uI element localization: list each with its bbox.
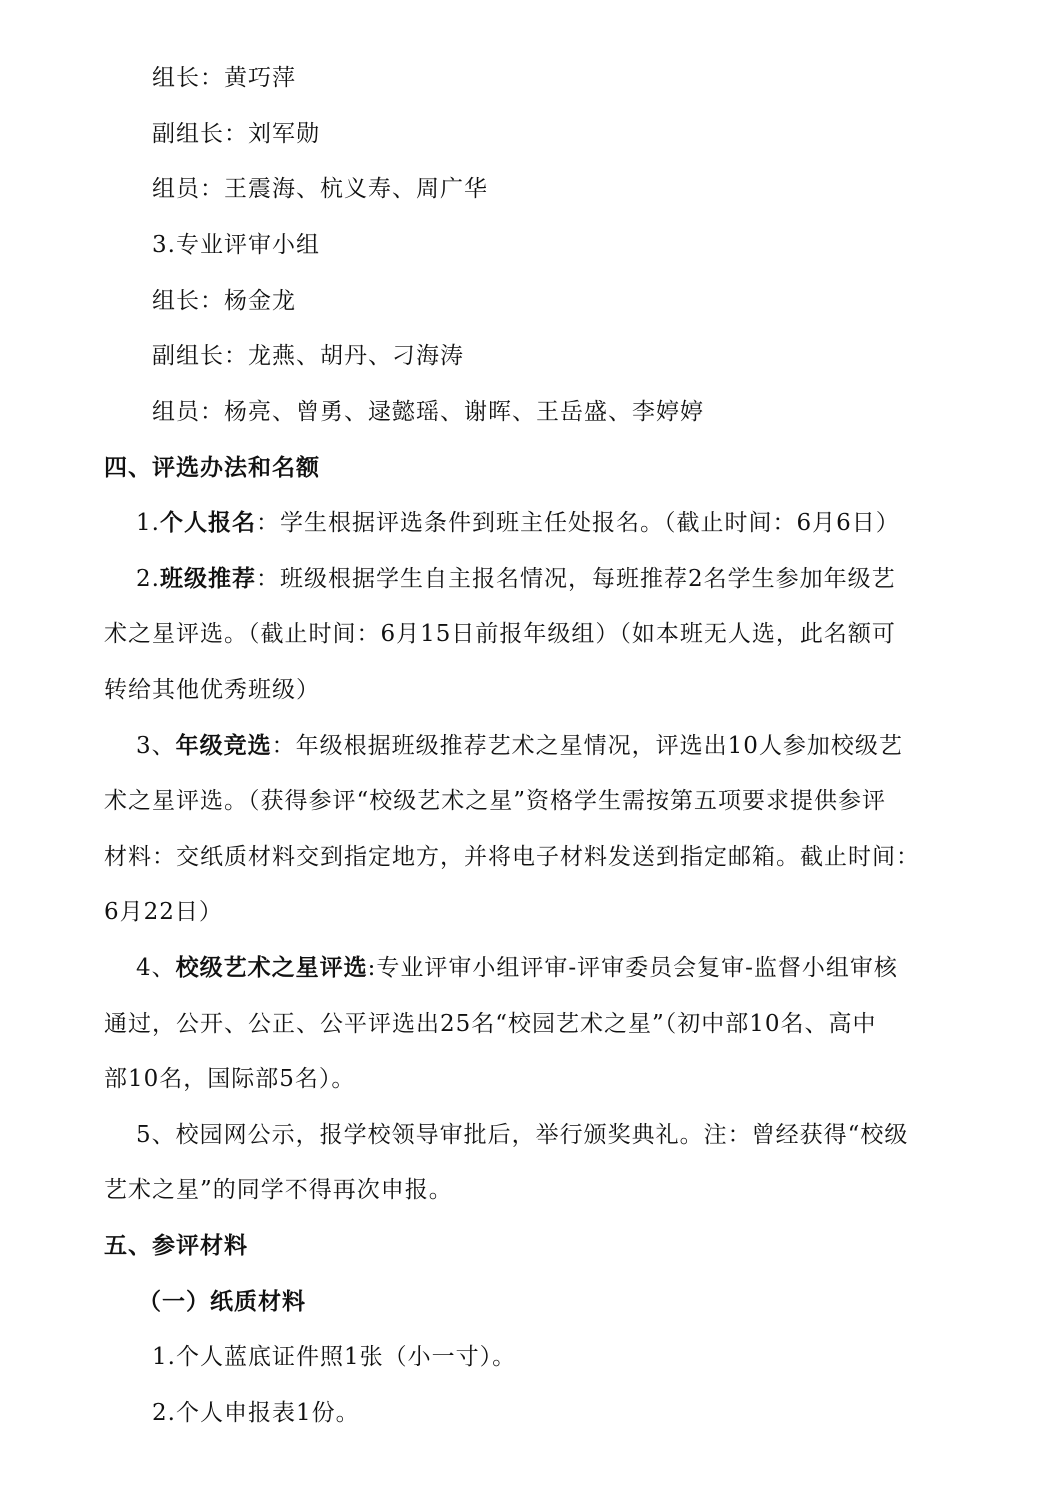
item3-line3: 材料：交纸质材料交到指定地方，并将电子材料发送到指定邮箱。截止时间： [104,844,920,870]
expert-deputy: 副组长：龙燕、胡丹、刁海涛 [152,343,464,369]
item1-num: 1. [136,510,160,536]
item1-line [136,508,900,538]
material-item-1: 1.个人蓝底证件照1张（小一寸）。 [152,1344,517,1370]
item3-line1 [136,731,903,761]
item3-line4: 6月22日） [104,899,223,925]
item4-label: 校级艺术之星评选 [175,954,368,981]
paper-materials-heading: （一）纸质材料 [138,1288,306,1315]
item3-text1: ：年级根据班级推荐艺术之星情况，评选出10人参加校级艺 [271,733,903,759]
item4-line1 [136,953,898,983]
item4-line2: 通过，公开、公正、公平评选出25名“校园艺术之星”（初中部10名、高中 [104,1011,877,1037]
item4-line3: 部10名，国际部5名）。 [104,1066,356,1092]
item2-text1: ：班级根据学生自主报名情况，每班推荐2名学生参加年级艺 [255,566,896,592]
item2-line1 [136,564,896,594]
item5-line2: 艺术之星”的同学不得再次申报。 [104,1177,453,1203]
expert-group-title: 3.专业评审小组 [152,232,320,258]
expert-leader: 组长：杨金龙 [152,288,296,314]
supervision-leader: 组长：黄巧萍 [152,65,296,91]
item2-num: 2. [136,566,160,592]
item5-line1: 5、校园网公示，报学校领导审批后，举行颁奖典礼。注：曾经获得“校级 [136,1122,909,1148]
item1-text: ：学生根据评选条件到班主任处报名。（截止时间：6月6日） [255,510,900,536]
item4-text1: :专业评审小组评审-评审委员会复审-监督小组审核 [367,955,898,981]
item3-label: 年级竞选 [175,732,272,759]
item2-line2: 术之星评选。（截止时间：6月15日前报年级组）（如本班无人选，此名额可 [104,621,896,647]
item1-label: 个人报名 [159,509,256,536]
expert-members: 组员：杨亮、曾勇、逯懿瑶、谢晖、王岳盛、李婷婷 [152,399,704,425]
item3-num: 3、 [136,733,176,759]
supervision-members: 组员：王震海、杭义寿、周广华 [152,176,488,202]
material-item-2: 2.个人申报表1份。 [152,1400,360,1426]
item2-line3: 转给其他优秀班级） [104,677,320,703]
item3-line2: 术之星评选。（获得参评“校级艺术之星”资格学生需按第五项要求提供参评 [104,788,887,814]
section4-heading: 四、评选办法和名额 [104,454,320,481]
item4-num: 4、 [136,955,176,981]
section5-heading: 五、参评材料 [104,1232,248,1259]
supervision-deputy: 副组长：刘军勋 [152,121,320,147]
item2-label: 班级推荐 [159,565,256,592]
